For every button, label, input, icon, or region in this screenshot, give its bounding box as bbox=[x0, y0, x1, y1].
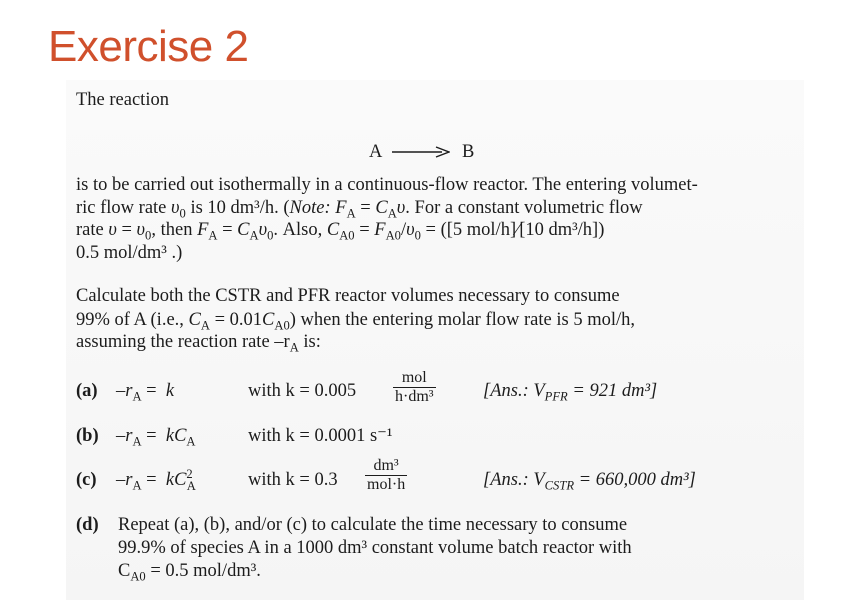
para1-line4: 0.5 mol/dm³ .) bbox=[76, 243, 183, 263]
para1-line3: rate $\upsilon = \upsilon_0$, then $F_A = C_A\upsilon_0$. Also, $C_{A0} = F_{A0}/\upsilon_0 = ([5$ mol/h]⁄[10 dm³/h]) bbox=[76, 220, 605, 243]
part-a-rate: $-r_A = k$ bbox=[116, 381, 175, 404]
part-d-line2: 99.9% of species A in a 1000 dm³ constant volume batch reactor with bbox=[118, 538, 632, 558]
reactant-label: A bbox=[369, 142, 383, 162]
part-a-label: (a) bbox=[76, 381, 98, 401]
part-a-answer: [Ans.: $V_{PFR} = 921$ dm³] bbox=[483, 381, 658, 404]
part-d-line3: $C_{A0} = 0.5$ mol/dm³. bbox=[118, 561, 261, 584]
para2-line2: 99% of A (i.e., $C_A = 0.01C_{A0}$) when the entering molar flow rate is 5 mol/h, bbox=[76, 310, 635, 333]
part-b-condition: with k = 0.0001 s⁻¹ bbox=[248, 426, 393, 446]
exercise-title: Exercise 2 bbox=[48, 22, 249, 71]
para2-line1: Calculate both the CSTR and PFR reactor volumes necessary to consume bbox=[76, 286, 620, 306]
part-d-label: (d) bbox=[76, 515, 99, 535]
reaction-arrow-icon bbox=[392, 146, 450, 158]
part-c-rate: $-r_A = kC^2_A$ bbox=[116, 466, 196, 493]
para1-line1: is to be carried out isothermally in a continuous-flow reactor. The entering volumet- bbox=[76, 175, 698, 195]
part-c-answer: [Ans.: $V_{CSTR} = 660,000$ dm³] bbox=[483, 470, 696, 493]
part-c-condition: with k = 0.3 bbox=[248, 470, 338, 490]
part-a-condition: with k = 0.005 bbox=[248, 381, 357, 401]
product-label: B bbox=[462, 142, 475, 162]
part-a-units: mol h·dm³ bbox=[395, 369, 434, 405]
para2-line3: assuming the reaction rate $-r_A$ is: bbox=[76, 332, 321, 355]
part-b-label: (b) bbox=[76, 426, 99, 446]
part-c-units: dm³ mol·h bbox=[367, 457, 406, 493]
intro-text: The reaction bbox=[76, 90, 169, 110]
para1-line2: ric flow rate $\upsilon_0$ is 10 dm³/h. (Note: $F_A = C_A\upsilon$. For a constant volumetric flow bbox=[76, 198, 643, 221]
part-b-rate: $-r_A = kC_A$ bbox=[116, 426, 196, 449]
part-c-label: (c) bbox=[76, 470, 97, 490]
part-d-line1: Repeat (a), (b), and/or (c) to calculate the time necessary to consume bbox=[118, 515, 628, 535]
